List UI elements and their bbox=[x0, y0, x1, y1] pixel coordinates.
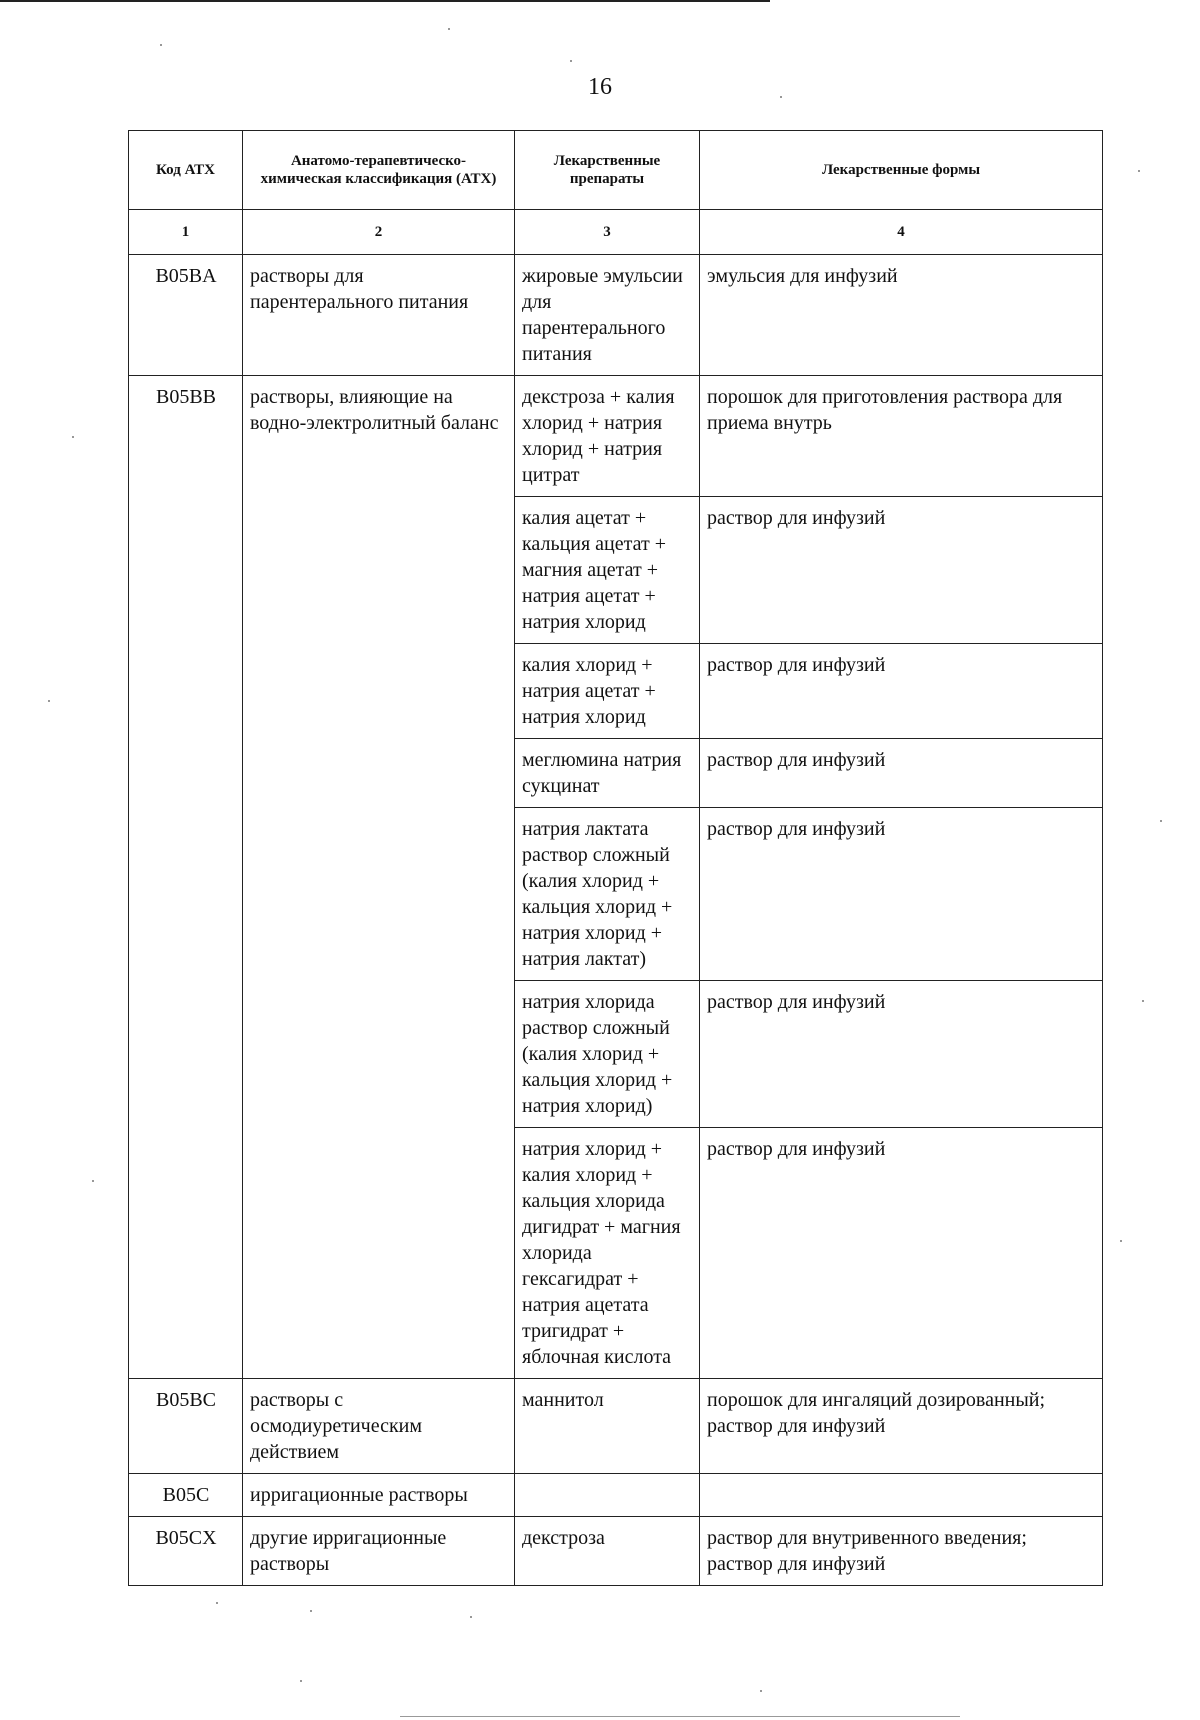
atx-code-cell: B05C bbox=[129, 1474, 243, 1517]
header-drugs: Лекарственные препараты bbox=[515, 131, 700, 210]
dosage-form-cell: раствор для инфузий bbox=[700, 808, 1103, 981]
dosage-form-cell: раствор для инфузий bbox=[700, 739, 1103, 808]
dosage-form-cell: раствор для инфузий bbox=[700, 1128, 1103, 1379]
atx-code-cell: B05BA bbox=[129, 255, 243, 376]
header-classification: Анатомо-терапевтическо-химическая классификация (АТХ) bbox=[243, 131, 515, 210]
page-number: 16 bbox=[588, 74, 612, 100]
classification-cell: ирригационные растворы bbox=[243, 1474, 515, 1517]
dosage-form-cell: раствор для внутривенного введения; раствор для инфузий bbox=[700, 1517, 1103, 1586]
drug-cell: калия хлорид + натрия ацетат + натрия хлорид bbox=[515, 644, 700, 739]
dosage-form-cell: раствор для инфузий bbox=[700, 644, 1103, 739]
column-number: 2 bbox=[243, 210, 515, 255]
drug-cell: натрия хлорида раствор сложный (калия хлорид + кальция хлорид + натрия хлорид) bbox=[515, 981, 700, 1128]
dosage-form-cell: раствор для инфузий bbox=[700, 497, 1103, 644]
bottom-rule bbox=[400, 1716, 960, 1717]
drug-cell: натрия хлорид + калия хлорид + кальция хлорида дигидрат + магния хлорида гексагидрат + натрия ацетата тригидрат + яблочная кислота bbox=[515, 1128, 700, 1379]
header-forms: Лекарственные формы bbox=[700, 131, 1103, 210]
atx-table bbox=[128, 130, 1103, 1586]
atx-code-cell: B05BB bbox=[129, 376, 243, 1379]
drug-cell: декстроза bbox=[515, 1517, 700, 1586]
table-row bbox=[129, 1379, 1103, 1474]
classification-cell: растворы с осмодиуретическим действием bbox=[243, 1379, 515, 1474]
drug-cell: меглюмина натрия сукцинат bbox=[515, 739, 700, 808]
column-number: 1 bbox=[129, 210, 243, 255]
atx-table-body bbox=[129, 255, 1103, 1586]
header-code: Код АТХ bbox=[129, 131, 243, 210]
dosage-form-cell: раствор для инфузий bbox=[700, 981, 1103, 1128]
classification-cell: растворы для парентерального питания bbox=[243, 255, 515, 376]
dosage-form-cell: порошок для ингаляций дозированный; раствор для инфузий bbox=[700, 1379, 1103, 1474]
drug-cell: калия ацетат + кальция ацетат + магния ацетат + натрия ацетат + натрия хлорид bbox=[515, 497, 700, 644]
column-number-row bbox=[129, 210, 1103, 255]
dosage-form-cell: порошок для приготовления раствора для приема внутрь bbox=[700, 376, 1103, 497]
table-row bbox=[129, 255, 1103, 376]
atx-code-cell: B05CX bbox=[129, 1517, 243, 1586]
drug-cell: декстроза + калия хлорид + натрия хлорид + натрия цитрат bbox=[515, 376, 700, 497]
classification-cell: другие ирригационные растворы bbox=[243, 1517, 515, 1586]
header-row bbox=[129, 131, 1103, 210]
dosage-form-cell bbox=[700, 1474, 1103, 1517]
table-row bbox=[129, 1517, 1103, 1586]
table-row bbox=[129, 1474, 1103, 1517]
drug-cell: маннитол bbox=[515, 1379, 700, 1474]
column-number: 3 bbox=[515, 210, 700, 255]
drug-cell bbox=[515, 1474, 700, 1517]
dosage-form-cell: эмульсия для инфузий bbox=[700, 255, 1103, 376]
atx-code-cell: B05BC bbox=[129, 1379, 243, 1474]
column-number: 4 bbox=[700, 210, 1103, 255]
drug-cell: натрия лактата раствор сложный (калия хлорид + кальция хлорид + натрия хлорид + натрия лактат) bbox=[515, 808, 700, 981]
drug-cell: жировые эмульсии для парентерального питания bbox=[515, 255, 700, 376]
top-rule bbox=[0, 0, 770, 2]
classification-cell: растворы, влияющие на водно-электролитный баланс bbox=[243, 376, 515, 1379]
table-row bbox=[129, 376, 1103, 497]
